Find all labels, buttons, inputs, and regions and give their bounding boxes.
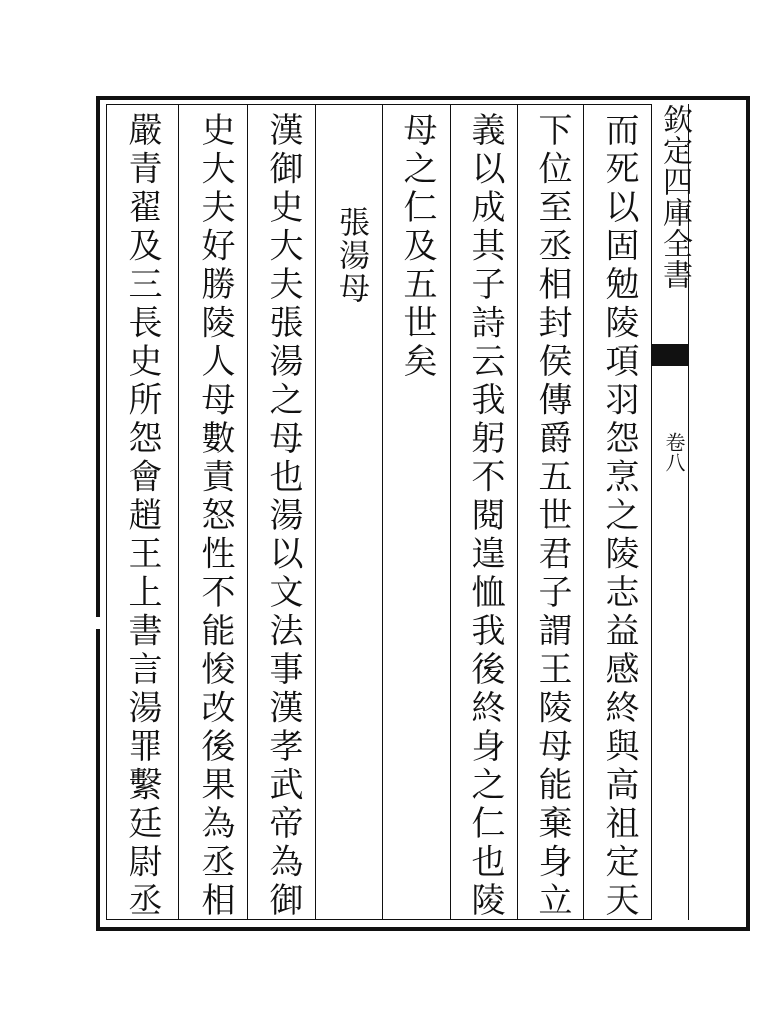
column-rule — [315, 104, 316, 920]
volume-label: 卷八 — [662, 432, 686, 472]
text-column: 漢御史大夫張湯之母也湯以文法事漢孝武帝為御 — [263, 112, 303, 921]
series-title: 欽定四庫全書 — [657, 104, 692, 290]
section-title: 張湯母 — [333, 206, 369, 305]
border-gap — [92, 617, 100, 629]
column-rule — [517, 104, 518, 920]
fishtail-mark — [652, 344, 688, 366]
column-rule — [247, 104, 248, 920]
column-rule — [382, 104, 383, 920]
text-column: 而死以固勉陵項羽怨烹之陵志益感終與高祖定天 — [599, 112, 639, 921]
column-rule — [450, 104, 451, 920]
text-column: 嚴青翟及三長史所怨會趙王上書言湯罪繫廷尉丞 — [122, 112, 162, 921]
column-rule — [583, 104, 584, 920]
text-column: 下位至丞相封侯傳爵五世君子謂王陵母能棄身立 — [532, 112, 572, 921]
text-column: 史大夫好勝陵人母數責怒性不能悛改後果為丞相 — [195, 112, 235, 921]
text-column: 母之仁及五世矣 — [397, 112, 437, 382]
column-rule — [178, 104, 179, 920]
text-column: 義以成其子詩云我躬不閱遑恤我後終身之仁也陵 — [465, 112, 505, 921]
